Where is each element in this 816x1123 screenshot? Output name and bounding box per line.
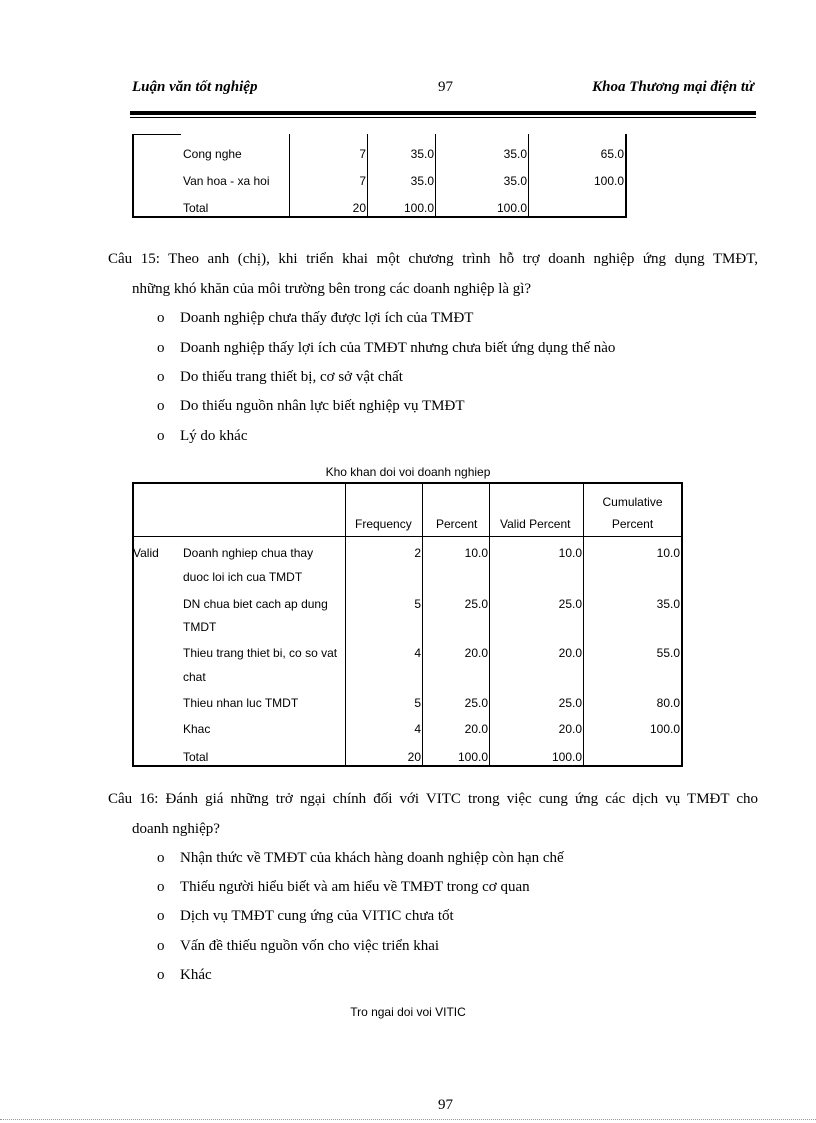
q16-text-line2: doanh nghiệp?: [132, 821, 220, 837]
bullet-icon: o: [157, 428, 165, 444]
bullet-icon: o: [157, 850, 165, 866]
header-rule-thin: [130, 117, 756, 118]
table-row-label: duoc loi ich cua TMDT: [183, 570, 303, 584]
table-cell: 20.0: [558, 722, 582, 736]
column-header: Cumulative: [602, 495, 663, 509]
table-cell: 20: [407, 750, 421, 764]
table-row-label: chat: [183, 670, 206, 684]
table-cell: 7: [359, 147, 366, 161]
q15-option: Lý do khác: [180, 428, 248, 444]
header-title-left: Luận văn tốt nghiệp: [132, 79, 258, 95]
column-header: Frequency: [355, 517, 412, 531]
table-cell: 35.0: [410, 174, 434, 188]
table-cell: 35.0: [503, 174, 527, 188]
table-row-label: Van hoa - xa hoi: [183, 174, 270, 188]
bullet-icon: o: [157, 967, 165, 983]
q15-option: Do thiếu trang thiết bị, cơ sở vật chất: [180, 369, 403, 385]
table-cell: 10.0: [558, 546, 582, 560]
table-row-label: TMDT: [183, 620, 217, 634]
header-title-right: Khoa Thương mại điện tử: [592, 79, 754, 95]
table-cell: 5: [414, 696, 421, 710]
table-cell: 20: [352, 201, 366, 215]
valid-label: Valid: [133, 546, 159, 560]
table-cell: 100.0: [403, 201, 434, 215]
table-row-label: Thieu trang thiet bi, co so vat: [183, 646, 338, 660]
q15-option: Doanh nghiệp thấy lợi ích của TMĐT nhưng chưa biết ứng dụng thế nào: [180, 340, 616, 356]
table-cell: 25.0: [558, 597, 582, 611]
table-cell: 100.0: [457, 750, 488, 764]
q16-option: Vấn đề thiếu nguồn vốn cho việc triển khai: [180, 938, 440, 954]
q16-option: Dịch vụ TMĐT cung ứng của VITIC chưa tốt: [180, 908, 454, 924]
table-cell: 20.0: [558, 646, 582, 660]
q16-option: Thiếu người hiểu biết và am hiểu về TMĐT trong cơ quan: [180, 879, 530, 895]
table-cell: 35.0: [503, 147, 527, 161]
table-cell: 80.0: [656, 696, 680, 710]
table-row-label: DN chua biet cach ap dung: [183, 597, 328, 611]
table-cell: 5: [414, 597, 421, 611]
table3-title: Tro ngai doi voi VITIC: [350, 1005, 466, 1019]
bullet-icon: o: [157, 398, 165, 414]
table-cell: 25.0: [464, 597, 488, 611]
bullet-icon: o: [157, 310, 165, 326]
table-row-label: Doanh nghiep chua thay: [183, 546, 314, 560]
header-rule-thick: [130, 111, 756, 115]
table-cell: 2: [414, 546, 421, 560]
table-cell: 65.0: [600, 147, 624, 161]
table-cell: 4: [414, 646, 421, 660]
table-cell: 20.0: [464, 646, 488, 660]
table-row-label: Cong nghe: [183, 147, 242, 161]
bullet-icon: o: [157, 340, 165, 356]
table-cell: 35.0: [410, 147, 434, 161]
table-row-label: Total: [183, 750, 209, 764]
q15-option: Doanh nghiệp chưa thấy được lợi ích của TMĐT: [180, 310, 474, 326]
footer-dotted-line: [0, 1119, 816, 1120]
table-cell: 35.0: [656, 597, 680, 611]
table2-title: Kho khan doi voi doanh nghiep: [325, 465, 491, 479]
table-cell: 25.0: [464, 696, 488, 710]
table1-corner-line: [133, 134, 181, 135]
bullet-icon: o: [157, 938, 165, 954]
bullet-icon: o: [157, 908, 165, 924]
q15-text-line2: những khó khăn của môi trường bên trong các doanh nghiệp là gì?: [132, 281, 532, 297]
table-cell: 100.0: [551, 750, 582, 764]
q16-option: Khác: [180, 967, 212, 983]
table-cell: 100.0: [496, 201, 527, 215]
bullet-icon: o: [157, 879, 165, 895]
column-header: Percent: [611, 517, 654, 531]
column-header: Percent: [436, 517, 478, 531]
table-cell: 20.0: [464, 722, 488, 736]
table-cell: 100.0: [593, 174, 624, 188]
bullet-icon: o: [157, 369, 165, 385]
table-row-label: Khac: [183, 722, 211, 736]
table-cell: 4: [414, 722, 421, 736]
table-cell: 10.0: [464, 546, 488, 560]
q16-option: Nhận thức về TMĐT của khách hàng doanh nghiệp còn hạn chế: [180, 850, 564, 866]
column-header: Valid Percent: [500, 517, 571, 531]
header-page-number: 97: [438, 79, 453, 95]
table-cell: 7: [359, 174, 366, 188]
table-cell: 55.0: [656, 646, 680, 660]
table-cell: 10.0: [656, 546, 680, 560]
q15-option: Do thiếu nguồn nhân lực biết nghiệp vụ TMĐT: [180, 398, 465, 414]
table-cell: 100.0: [649, 722, 680, 736]
q16-text-line1: Câu 16: Đánh giá những trở ngại chính đối với VITC trong việc cung ứng các dịch vụ TMĐT cho: [108, 791, 758, 807]
table-cell: 25.0: [558, 696, 582, 710]
footer-page-number: 97: [438, 1097, 453, 1113]
q15-text-line1: Câu 15: Theo anh (chị), khi triển khai một chương trình hỗ trợ doanh nghiệp ứng dụng TMĐT,: [108, 251, 758, 267]
table-row-label: Total: [183, 201, 209, 215]
table-row-label: Thieu nhan luc TMDT: [183, 696, 299, 710]
